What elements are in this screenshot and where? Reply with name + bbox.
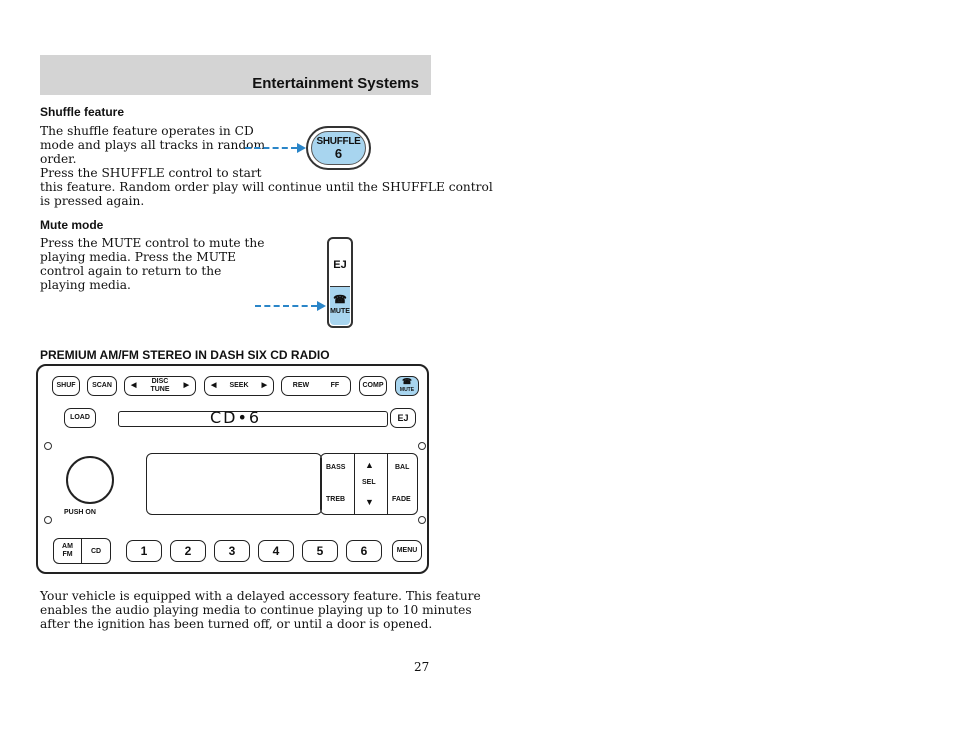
radio-faceplate	[36, 364, 429, 574]
mute-button-illustration	[327, 237, 353, 328]
sel-label: SEL	[362, 479, 376, 486]
mute-arrow-line	[255, 305, 317, 307]
preset-6-button: 6	[346, 540, 382, 562]
comp-button: COMP	[359, 376, 387, 396]
screw	[418, 442, 426, 450]
shuffle-heading: Shuffle feature	[40, 105, 125, 119]
right-arrow-icon: ▶	[261, 382, 267, 389]
left-arrow-icon: ◀	[131, 382, 137, 389]
cd6-logo: CD•6	[210, 408, 262, 427]
disc-tune-label: DISC TUNE	[150, 378, 170, 393]
screw	[44, 516, 52, 524]
rew-ff-button	[281, 376, 351, 396]
shuffle-para-2: Press the SHUFFLE control to start this feature. Random order play will continue until the SHUFFLE control is pressed again.	[40, 166, 493, 208]
am-fm-cd-panel	[53, 538, 111, 564]
power-volume-knob	[66, 456, 114, 504]
radio-mute-button	[395, 376, 419, 396]
treb-label: TREB	[326, 496, 346, 503]
screw	[44, 442, 52, 450]
am-fm-button: AM FM	[54, 539, 82, 563]
up-arrow-icon: ▲	[365, 460, 374, 470]
audio-controls	[320, 453, 418, 515]
phone-icon: ☎	[333, 294, 347, 306]
preset-2-button: 2	[170, 540, 206, 562]
shuf-button: SHUF	[52, 376, 80, 396]
page-number: 27	[414, 660, 430, 674]
delayed-accessory-para: Your vehicle is equipped with a delayed accessory feature. This feature enables the audio playing media to continue playing up to 10 minutes after the ignition has been turned off, or until a door is opened.	[40, 589, 481, 631]
radio-mute-label: MUTE	[399, 387, 415, 393]
phone-icon: ☎	[402, 377, 412, 386]
preset-3-button: 3	[214, 540, 250, 562]
page-title: Entertainment Systems	[252, 75, 419, 92]
screw	[418, 516, 426, 524]
rew-label: REW	[292, 382, 310, 389]
menu-button: MENU	[392, 540, 422, 562]
shuffle-button-illustration	[306, 126, 371, 170]
header-band	[40, 55, 431, 95]
shuffle-arrow-line	[245, 147, 297, 149]
load-button: LOAD	[64, 408, 96, 428]
fade-label: FADE	[392, 496, 411, 503]
shuffle-para-1: The shuffle feature operates in CD mode and plays all tracks in random order.	[40, 124, 266, 166]
seek-button	[204, 376, 274, 396]
mute-heading: Mute mode	[40, 218, 104, 232]
radio-display	[146, 453, 322, 515]
shuffle-button-label: SHUFFLE	[316, 136, 361, 147]
radio-heading: PREMIUM AM/FM STEREO IN DASH SIX CD RADIO	[40, 348, 330, 362]
disc-tune-button	[124, 376, 196, 396]
mute-label: MUTE	[330, 308, 350, 315]
mute-para: Press the MUTE control to mute the playing media. Press the MUTE control again to return to the playing media.	[40, 236, 265, 292]
shuffle-arrow-head	[297, 143, 306, 153]
down-arrow-icon: ▼	[365, 497, 374, 507]
push-on-label: PUSH ON	[64, 509, 96, 516]
left-arrow-icon: ◀	[211, 382, 217, 389]
seek-label: SEEK	[229, 382, 249, 389]
preset-4-button: 4	[258, 540, 294, 562]
cd-button: CD	[90, 547, 102, 555]
bass-label: BASS	[326, 464, 346, 471]
preset-1-button: 1	[126, 540, 162, 562]
scan-button: SCAN	[87, 376, 117, 396]
ff-label: FF	[330, 382, 340, 389]
ej-label: EJ	[333, 259, 347, 271]
bal-label: BAL	[395, 464, 410, 471]
shuffle-button-number: 6	[334, 146, 343, 161]
mute-arrow-head	[317, 301, 326, 311]
preset-5-button: 5	[302, 540, 338, 562]
right-arrow-icon: ▶	[183, 382, 189, 389]
eject-button: EJ	[390, 408, 416, 428]
